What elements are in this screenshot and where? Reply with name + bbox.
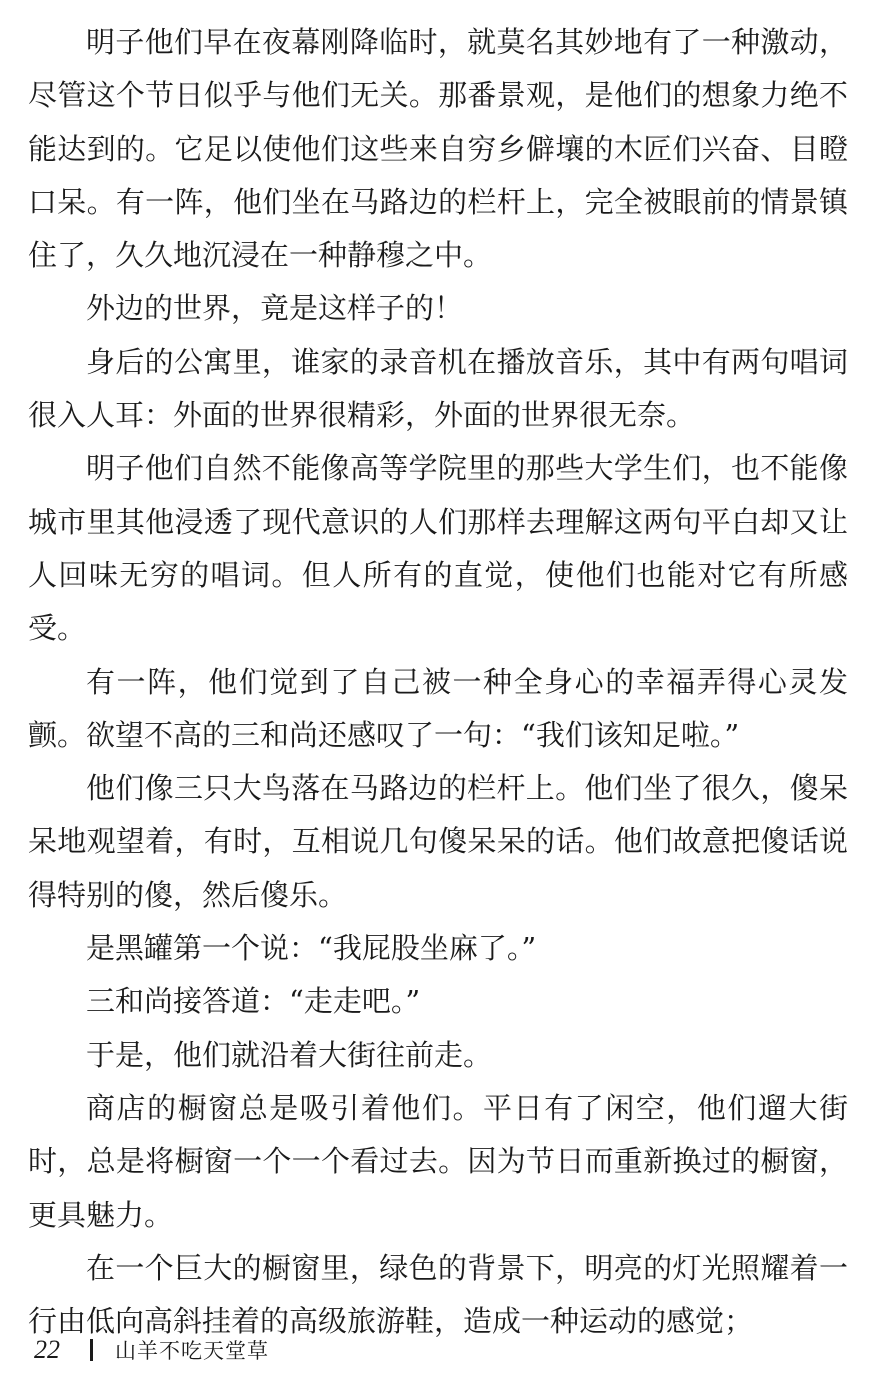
paragraph: 是黑罐第一个说：“我屁股坐麻了。” — [86, 931, 537, 966]
paragraph: 他们像三只大鸟落在马路边的栏杆上。他们坐了很久，傻呆呆地观望着，有时，互相说几句傻呆呆的话。他们故意把傻话说得特别的傻，然后傻乐。 — [28, 771, 848, 912]
paragraph: 商店的橱窗总是吸引着他们。平日有了闲空，他们遛大街时，总是将橱窗一个一个看过去。因为节日而重新换过的橱窗，更具魅力。 — [28, 1090, 848, 1232]
paragraph: 明子他们自然不能像高等学院里的那些大学生们，也不能像城市里其他浸透了现代意识的人们那样去理解这两句平白却又让人回味无穷的唱词。但人所有的直觉，使他们也能对它有所感受。 — [28, 451, 848, 646]
paragraph: 外边的世界，竟是这样子的！ — [86, 291, 464, 326]
book-title: 山羊不吃天堂草 — [115, 1339, 269, 1363]
paragraph: 三和尚接答道：“走走吧。” — [86, 984, 421, 1019]
paragraph: 明子他们早在夜幕刚降临时，就莫名其妙地有了一种激动，尽管这个节日似乎与他们无关。那番景观，是他们的想象力绝不能达到的。它足以使他们这些来自穷乡僻壤的木匠们兴奋、目瞪口呆。有一阵，他们坐在马路边的栏杆上，完全被眼前的情景镇住了，久久地沉浸在一种静穆之中。 — [28, 25, 848, 273]
paragraph: 有一阵，他们觉到了自己被一种全身心的幸福弄得心灵发颤。欲望不高的三和尚还感叹了一句：“我们该知足啦。” — [28, 664, 848, 752]
page-number: 22 — [34, 1335, 60, 1364]
footer-divider — [90, 1339, 93, 1361]
paragraph: 身后的公寓里，谁家的录音机在播放音乐，其中有两句唱词很入人耳：外面的世界很精彩，外面的世界很无奈。 — [28, 344, 848, 433]
page-footer — [34, 1330, 269, 1370]
paragraph: 在一个巨大的橱窗里，绿色的背景下，明亮的灯光照耀着一行由低向高斜挂着的高级旅游鞋，造成一种运动的感觉； — [28, 1250, 848, 1339]
paragraph: 于是，他们就沿着大街往前走。 — [86, 1037, 493, 1072]
page-body — [28, 16, 848, 1348]
